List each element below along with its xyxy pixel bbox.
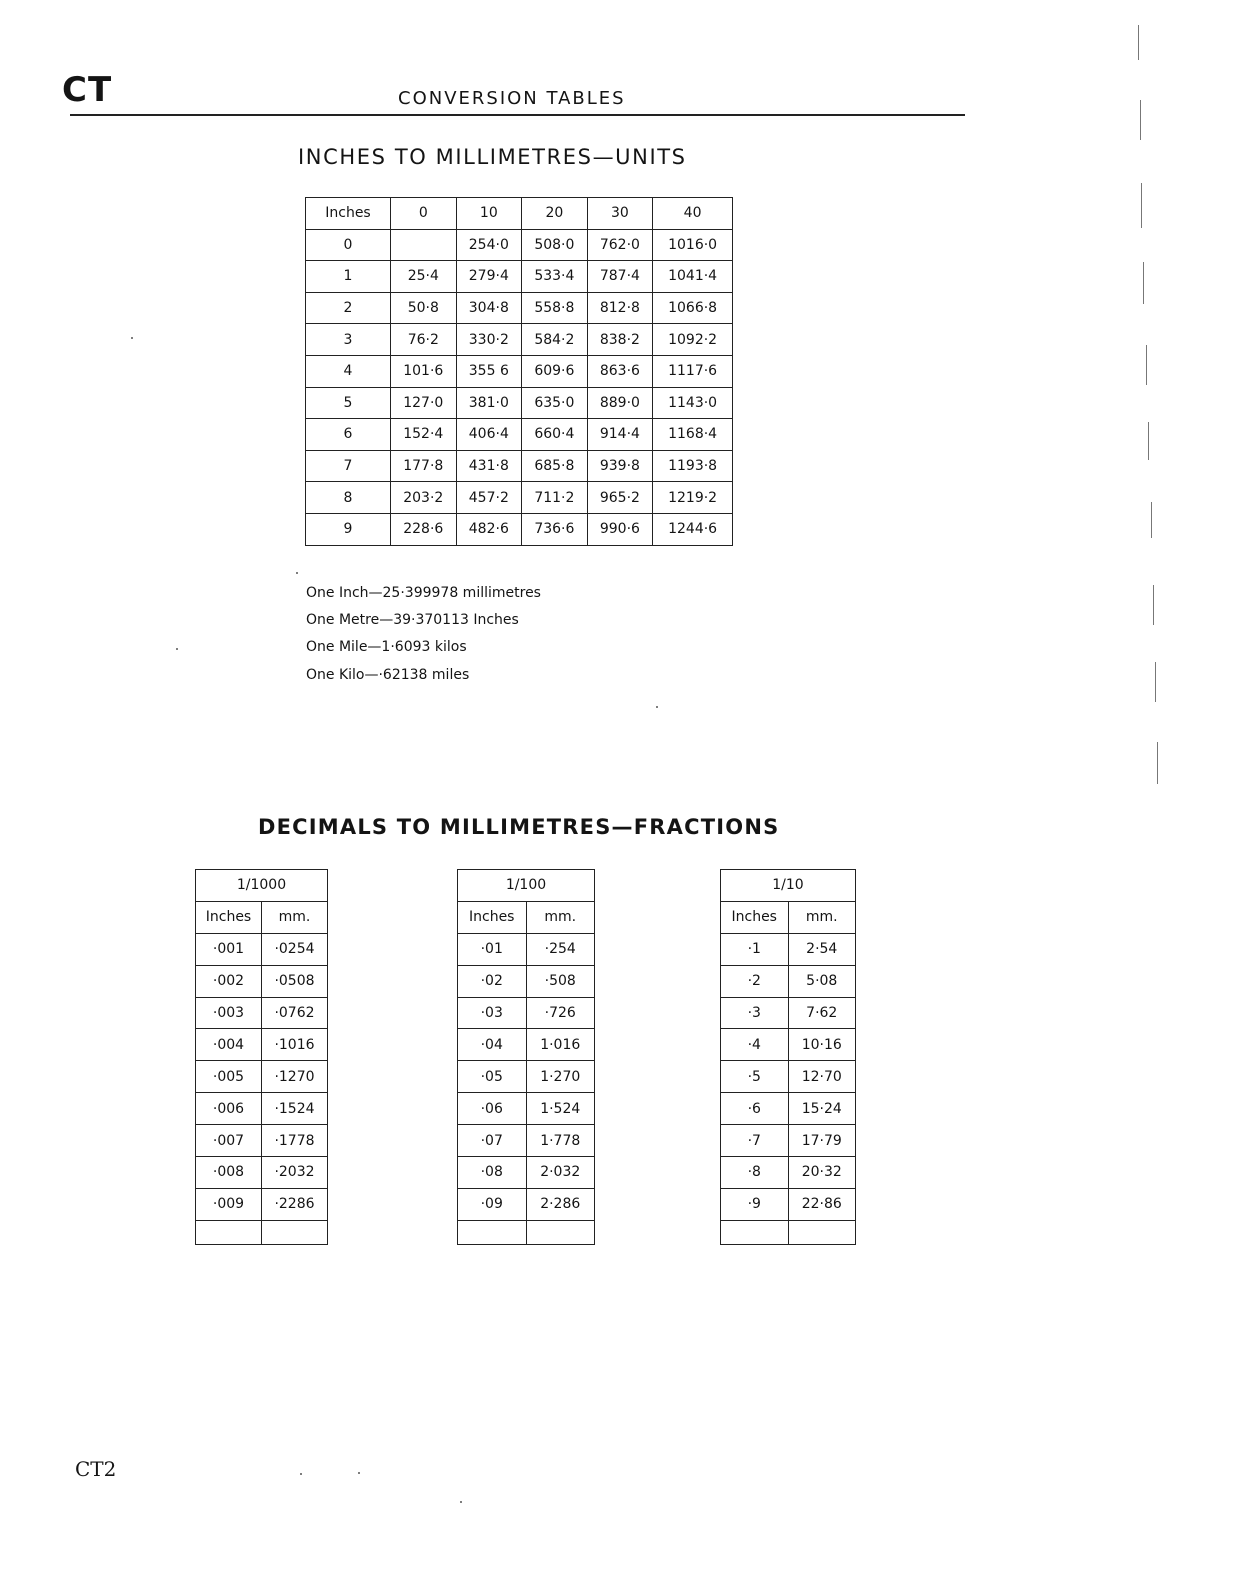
- table-cell: ·726: [526, 997, 595, 1029]
- table-row: [196, 997, 328, 1029]
- table-cell: 990·6: [587, 513, 653, 545]
- table-cell: ·02: [458, 965, 527, 997]
- table-row: [721, 1125, 856, 1157]
- table-cell: ·508: [526, 965, 595, 997]
- table-heading-row: [458, 870, 595, 902]
- table-row: [306, 355, 733, 387]
- table-cell: 22·86: [788, 1188, 856, 1220]
- units-table-title: INCHES TO MILLIMETRES—UNITS: [298, 145, 687, 169]
- table-cell: [788, 1220, 856, 1244]
- table-cell: ·8: [721, 1157, 789, 1189]
- binding-mark: [1151, 502, 1152, 538]
- scan-speck: [300, 1473, 302, 1475]
- table-cell: 609·6: [522, 355, 588, 387]
- table-cell: ·005: [196, 1061, 262, 1093]
- table-cell: 584·2: [522, 324, 588, 356]
- binding-mark: [1140, 100, 1141, 140]
- table-cell: 50·8: [391, 292, 457, 324]
- table-cell: 812·8: [587, 292, 653, 324]
- table-cell: 5·08: [788, 965, 856, 997]
- table-cell: 25·4: [391, 261, 457, 293]
- table-row: [196, 1093, 328, 1125]
- table-row: [306, 419, 733, 451]
- table-cell: ·003: [196, 997, 262, 1029]
- table-row: [458, 1188, 595, 1220]
- table-cell: 889·0: [587, 387, 653, 419]
- table-cell: ·254: [526, 933, 595, 965]
- table-cell: 685·8: [522, 450, 588, 482]
- table-row: [458, 1093, 595, 1125]
- table-cell: 2·286: [526, 1188, 595, 1220]
- table-row-empty: [196, 1220, 328, 1244]
- table-row: [721, 965, 856, 997]
- fraction-table-tenths: [720, 869, 856, 1245]
- table-cell: 10·16: [788, 1029, 856, 1061]
- table-row-empty: [721, 1220, 856, 1244]
- table-cell: ·05: [458, 1061, 527, 1093]
- table-cell: 1143·0: [653, 387, 733, 419]
- table-cell: 152·4: [391, 419, 457, 451]
- table-cell: 1041·4: [653, 261, 733, 293]
- equivalent-inch: One Inch—25·399978 millimetres: [306, 585, 541, 601]
- page-header-title: CONVERSION TABLES: [398, 88, 626, 109]
- table-cell: ·09: [458, 1188, 527, 1220]
- table-row: [196, 965, 328, 997]
- table-header-row: [458, 901, 595, 933]
- table-row: [721, 1157, 856, 1189]
- table-row: [721, 997, 856, 1029]
- table-cell: 1117·6: [653, 355, 733, 387]
- table-cell: ·06: [458, 1093, 527, 1125]
- table-cell: ·1016: [262, 1029, 328, 1061]
- table-row: [306, 324, 733, 356]
- table-cell: 711·2: [522, 482, 588, 514]
- binding-mark: [1143, 262, 1144, 304]
- table-cell: ·004: [196, 1029, 262, 1061]
- table-cell: 15·24: [788, 1093, 856, 1125]
- column-header: Inches: [196, 901, 262, 933]
- table-cell: 355 6: [456, 355, 522, 387]
- table-cell: 228·6: [391, 513, 457, 545]
- table-cell: ·4: [721, 1029, 789, 1061]
- table-row: [458, 965, 595, 997]
- table-heading: 1/10: [721, 870, 856, 902]
- table-cell: 177·8: [391, 450, 457, 482]
- table-cell: 381·0: [456, 387, 522, 419]
- scan-speck: [358, 1472, 360, 1474]
- table-cell: ·0254: [262, 933, 328, 965]
- table-cell: 1168·4: [653, 419, 733, 451]
- table-cell: 863·6: [587, 355, 653, 387]
- table-row: [306, 292, 733, 324]
- binding-mark: [1141, 183, 1142, 228]
- table-cell: 7: [306, 450, 391, 482]
- table-header-row: [721, 901, 856, 933]
- table-cell: ·7: [721, 1125, 789, 1157]
- scan-speck: [176, 648, 178, 650]
- scan-speck: [131, 337, 133, 339]
- table-cell: 0: [306, 229, 391, 261]
- inches-to-mm-units-table: [305, 197, 733, 546]
- table-cell: 20·32: [788, 1157, 856, 1189]
- table-cell: 457·2: [456, 482, 522, 514]
- table-cell: ·008: [196, 1157, 262, 1189]
- table-row: [721, 1188, 856, 1220]
- table-cell: 1·270: [526, 1061, 595, 1093]
- table-cell: ·009: [196, 1188, 262, 1220]
- table-row: [458, 1157, 595, 1189]
- table-row: [196, 1188, 328, 1220]
- table-cell: 762·0: [587, 229, 653, 261]
- table-cell: 12·70: [788, 1061, 856, 1093]
- column-header: Inches: [458, 901, 527, 933]
- table-cell: 635·0: [522, 387, 588, 419]
- table-cell: 8: [306, 482, 391, 514]
- table-cell: 5: [306, 387, 391, 419]
- table-cell: ·1270: [262, 1061, 328, 1093]
- table-cell: [262, 1220, 328, 1244]
- table-cell: 1066·8: [653, 292, 733, 324]
- scan-speck: [460, 1501, 462, 1503]
- equivalent-mile: One Mile—1·6093 kilos: [306, 639, 467, 655]
- column-header: Inches: [721, 901, 789, 933]
- table-row: [196, 1061, 328, 1093]
- table-row: [306, 229, 733, 261]
- column-header: 30: [587, 198, 653, 230]
- fraction-table-thousandths: [195, 869, 328, 1245]
- scan-speck: [656, 706, 658, 708]
- table-row: [196, 933, 328, 965]
- table-cell: 17·79: [788, 1125, 856, 1157]
- table-cell: 3: [306, 324, 391, 356]
- table-row: [458, 997, 595, 1029]
- table-cell: ·08: [458, 1157, 527, 1189]
- table-cell: ·2032: [262, 1157, 328, 1189]
- table-cell: [196, 1220, 262, 1244]
- table-cell: ·9: [721, 1188, 789, 1220]
- table-row: [306, 482, 733, 514]
- header-rule: [70, 114, 965, 116]
- table-cell: ·3: [721, 997, 789, 1029]
- table-cell: ·2286: [262, 1188, 328, 1220]
- table-cell: ·002: [196, 965, 262, 997]
- table-row: [196, 1029, 328, 1061]
- column-header: mm.: [788, 901, 856, 933]
- table-cell: 76·2: [391, 324, 457, 356]
- column-header: Inches: [306, 198, 391, 230]
- table-cell: 254·0: [456, 229, 522, 261]
- table-cell: ·03: [458, 997, 527, 1029]
- table-cell: 660·4: [522, 419, 588, 451]
- table-cell: ·1: [721, 933, 789, 965]
- column-header: 10: [456, 198, 522, 230]
- table-cell: 787·4: [587, 261, 653, 293]
- fraction-table-hundredths: [457, 869, 595, 1245]
- table-row: [458, 933, 595, 965]
- table-row: [458, 1125, 595, 1157]
- table-cell: 6: [306, 419, 391, 451]
- table-cell: 1244·6: [653, 513, 733, 545]
- column-header: mm.: [262, 901, 328, 933]
- table-cell: 279·4: [456, 261, 522, 293]
- table-cell: ·007: [196, 1125, 262, 1157]
- table-cell: 2·54: [788, 933, 856, 965]
- table-cell: 558·8: [522, 292, 588, 324]
- table-cell: 304·8: [456, 292, 522, 324]
- table-header-row: [196, 901, 328, 933]
- table-cell: 2·032: [526, 1157, 595, 1189]
- table-row: [458, 1061, 595, 1093]
- table-cell: 1016·0: [653, 229, 733, 261]
- table-cell: 2: [306, 292, 391, 324]
- column-header: 0: [391, 198, 457, 230]
- table-cell: 127·0: [391, 387, 457, 419]
- table-cell: 101·6: [391, 355, 457, 387]
- table-cell: [391, 229, 457, 261]
- binding-mark: [1153, 585, 1154, 625]
- table-cell: 965·2: [587, 482, 653, 514]
- section-code: CT: [62, 70, 113, 110]
- column-header: 40: [653, 198, 733, 230]
- table-cell: ·2: [721, 965, 789, 997]
- table-cell: ·07: [458, 1125, 527, 1157]
- table-row: [721, 1029, 856, 1061]
- table-cell: ·0762: [262, 997, 328, 1029]
- table-cell: [526, 1220, 595, 1244]
- table-heading-row: [721, 870, 856, 902]
- fractions-tables-title: DECIMALS TO MILLIMETRES—FRACTIONS: [258, 815, 780, 839]
- equivalent-kilo: One Kilo—·62138 miles: [306, 667, 470, 683]
- table-cell: ·001: [196, 933, 262, 965]
- table-cell: 939·8: [587, 450, 653, 482]
- binding-mark: [1138, 25, 1139, 60]
- table-cell: 1219·2: [653, 482, 733, 514]
- table-row: [306, 261, 733, 293]
- table-cell: 1: [306, 261, 391, 293]
- table-cell: 1·524: [526, 1093, 595, 1125]
- table-cell: 330·2: [456, 324, 522, 356]
- table-cell: ·1524: [262, 1093, 328, 1125]
- table-cell: 1·778: [526, 1125, 595, 1157]
- table-header-row: [306, 198, 733, 230]
- table-cell: 431·8: [456, 450, 522, 482]
- table-row: [196, 1125, 328, 1157]
- table-cell: 203·2: [391, 482, 457, 514]
- page-number: CT2: [75, 1457, 117, 1481]
- table-row: [306, 387, 733, 419]
- binding-mark: [1148, 422, 1149, 460]
- table-row: [306, 513, 733, 545]
- table-cell: 1092·2: [653, 324, 733, 356]
- column-header: 20: [522, 198, 588, 230]
- table-cell: ·04: [458, 1029, 527, 1061]
- column-header: mm.: [526, 901, 595, 933]
- table-cell: 508·0: [522, 229, 588, 261]
- table-cell: 406·4: [456, 419, 522, 451]
- table-cell: ·6: [721, 1093, 789, 1125]
- binding-mark: [1157, 742, 1158, 784]
- table-cell: 9: [306, 513, 391, 545]
- table-cell: [721, 1220, 789, 1244]
- table-cell: 736·6: [522, 513, 588, 545]
- table-row: [306, 450, 733, 482]
- table-cell: 533·4: [522, 261, 588, 293]
- table-cell: 1·016: [526, 1029, 595, 1061]
- binding-mark: [1146, 345, 1147, 385]
- table-cell: ·006: [196, 1093, 262, 1125]
- table-row-empty: [458, 1220, 595, 1244]
- table-cell: 7·62: [788, 997, 856, 1029]
- table-cell: 4: [306, 355, 391, 387]
- table-cell: ·1778: [262, 1125, 328, 1157]
- table-row: [458, 1029, 595, 1061]
- table-cell: [458, 1220, 527, 1244]
- table-cell: 482·6: [456, 513, 522, 545]
- table-cell: 838·2: [587, 324, 653, 356]
- binding-mark: [1155, 662, 1156, 702]
- table-heading: 1/1000: [196, 870, 328, 902]
- table-row: [196, 1157, 328, 1189]
- table-cell: ·01: [458, 933, 527, 965]
- table-row: [721, 933, 856, 965]
- table-heading-row: [196, 870, 328, 902]
- table-cell: 1193·8: [653, 450, 733, 482]
- table-cell: ·0508: [262, 965, 328, 997]
- table-cell: ·5: [721, 1061, 789, 1093]
- scan-speck: [296, 572, 298, 574]
- table-row: [721, 1093, 856, 1125]
- table-heading: 1/100: [458, 870, 595, 902]
- equivalent-metre: One Metre—39·370113 Inches: [306, 612, 519, 628]
- table-cell: 914·4: [587, 419, 653, 451]
- table-row: [721, 1061, 856, 1093]
